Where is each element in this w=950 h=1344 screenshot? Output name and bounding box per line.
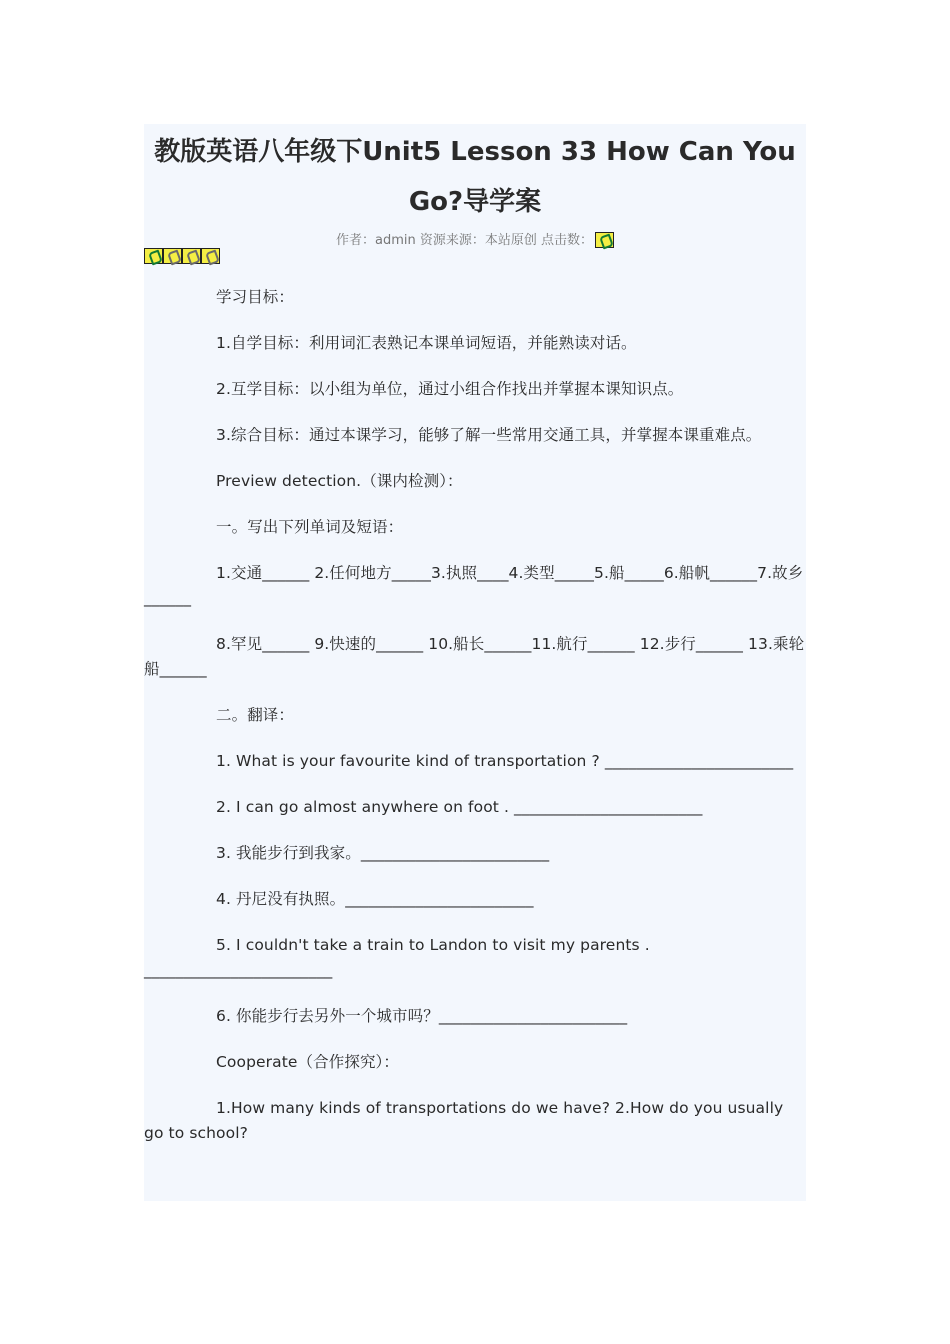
vocab-line-1: 1.交通______ 2.任何地方_____3.执照____4.类型_____5.船_____6.船帆______7.故乡______ — [144, 564, 804, 607]
translation-5: 5. I couldn't take a train to Landon to visit my parents . ________________________ — [144, 936, 650, 979]
goal-3: 3.综合目标：通过本课学习，能够了解一些常用交通工具，并掌握本课重难点。 — [216, 426, 762, 444]
section-1-heading: 一。写出下列单词及短语： — [216, 518, 404, 536]
goal-2: 2.互学目标：以小组为单位，通过小组合作找出并掌握本课知识点。 — [216, 380, 684, 398]
hit-counter-icon — [595, 232, 614, 248]
digit-icon-4 — [201, 248, 220, 264]
preview-heading: Preview detection.（课内检测）： — [216, 472, 463, 490]
goal-1: 1.自学目标：利用词汇表熟记本课单词短语，并能熟读对话。 — [216, 334, 637, 352]
goals-heading: 学习目标： — [216, 288, 295, 306]
digit-icon-3 — [182, 248, 201, 264]
digit-icon-1 — [144, 248, 163, 264]
meta-text: 作者：admin 资源来源：本站原创 点击数： — [336, 233, 593, 248]
cooperate-questions: 1.How many kinds of transportations do we have? 2.How do you usually go to school? — [144, 1099, 784, 1142]
document-body — [144, 124, 806, 1201]
digit-icon-2 — [163, 248, 182, 264]
translation-6: 6. 你能步行去另外一个城市吗？________________________ — [216, 1007, 628, 1025]
translation-2: 2. I can go almost anywhere on foot . ________________________ — [216, 798, 703, 816]
translation-1: 1. What is your favourite kind of transportation ? ________________________ — [216, 752, 794, 770]
article-content — [144, 285, 806, 1146]
translation-3: 3. 我能步行到我家。________________________ — [216, 844, 550, 862]
section-2-heading: 二。翻译： — [216, 706, 295, 724]
document-title: 教版英语八年级下Unit5 Lesson 33 How Can You Go?导学案 — [154, 137, 796, 217]
translation-4: 4. 丹尼没有执照。________________________ — [216, 890, 534, 908]
cooperate-heading: Cooperate（合作探究）： — [216, 1053, 399, 1071]
vocab-line-2: 8.罕见______ 9.快速的______ 10.船长______11.航行______ 12.步行______ 13.乘轮船______ — [144, 635, 805, 678]
